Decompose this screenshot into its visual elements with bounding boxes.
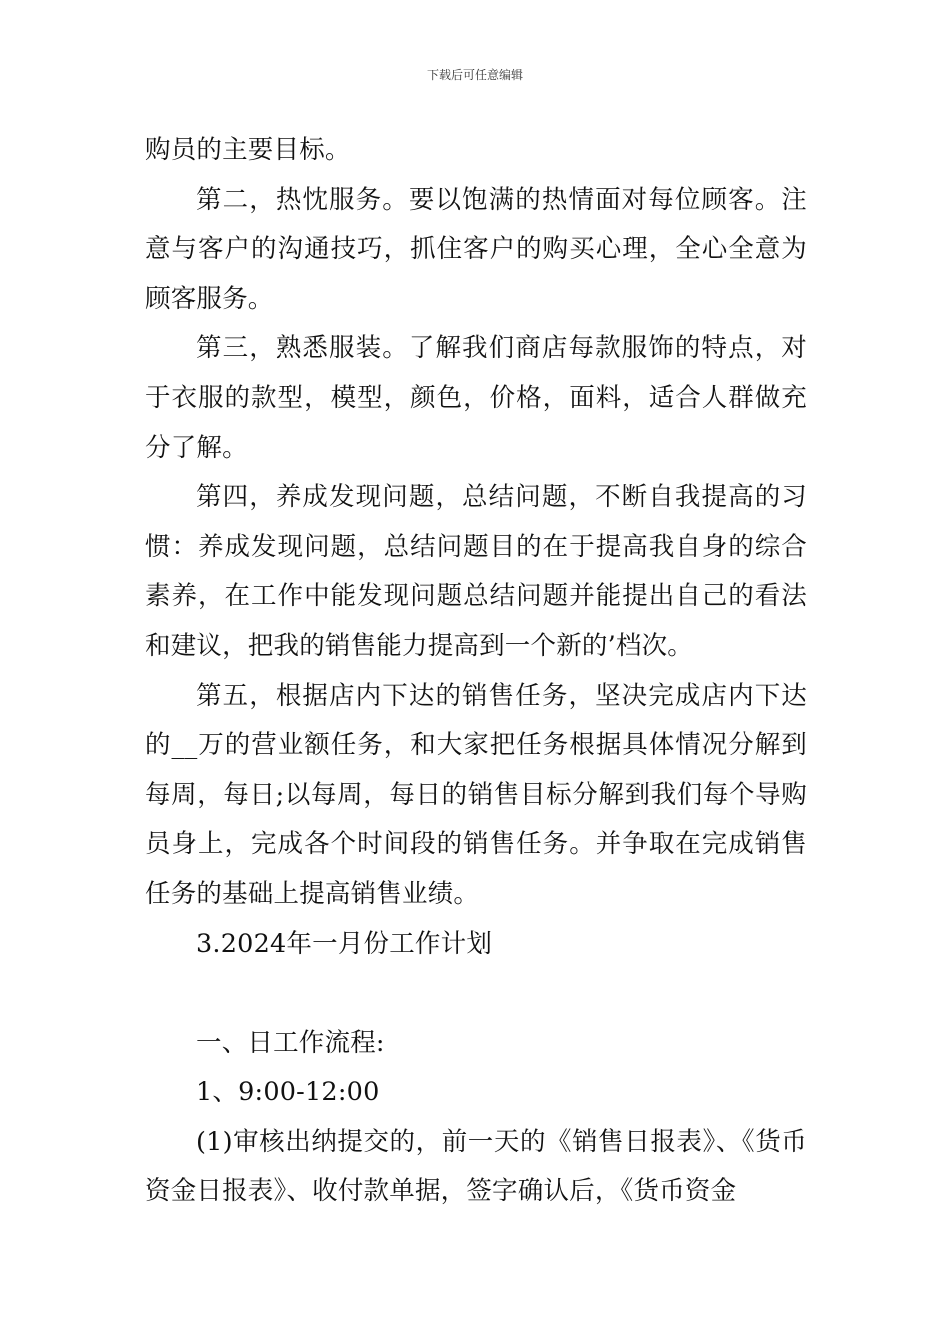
paragraph-1: 购员的主要目标。 xyxy=(145,135,351,165)
blank-line xyxy=(145,969,807,1019)
paragraph-task-1: (1)审核出纳提交的，前一天的《销售日报表》、《货币资金日报表》、收付款单据，签字确认后，《货币资金 xyxy=(145,1126,807,1207)
paragraph-2: 第二，热忱服务。要以饱满的热情面对每位顾客。注意与客户的沟通技巧，抓住客户的购买心理，全心全意为顾客服务。 xyxy=(145,184,807,314)
section-title: 3.2024年一月份工作计划 xyxy=(196,928,493,959)
paragraph-4: 第四，养成发现问题，总结问题，不断自我提高的习惯：养成发现问题，总结问题目的在于提高我自身的综合素养，在工作中能发现问题总结问题并能提出自己的看法和建议，把我的销售能力提高到一个新的’档次。 xyxy=(145,482,807,661)
page-header-note: 下载后可任意编辑 xyxy=(426,68,523,82)
time-slot-heading: 1、9:00-12:00 xyxy=(196,1077,380,1108)
document-body xyxy=(145,126,807,1217)
paragraph-5: 第五，根据店内下达的销售任务，坚决完成店内下达的__万的营业额任务，和大家把任务根据具体情况分解到每周，每日;以每周，每日的销售目标分解到我们每个导购员身上，完成各个时间段的销售任务。并争取在完成销售任务的基础上提高销售业绩。 xyxy=(145,680,807,909)
paragraph-3: 第三，熟悉服装。了解我们商店每款服饰的特点，对于衣服的款型，模型，颜色，价格，面料，适合人群做充分了解。 xyxy=(145,333,807,463)
subsection-heading: 一、日工作流程: xyxy=(196,1027,385,1058)
